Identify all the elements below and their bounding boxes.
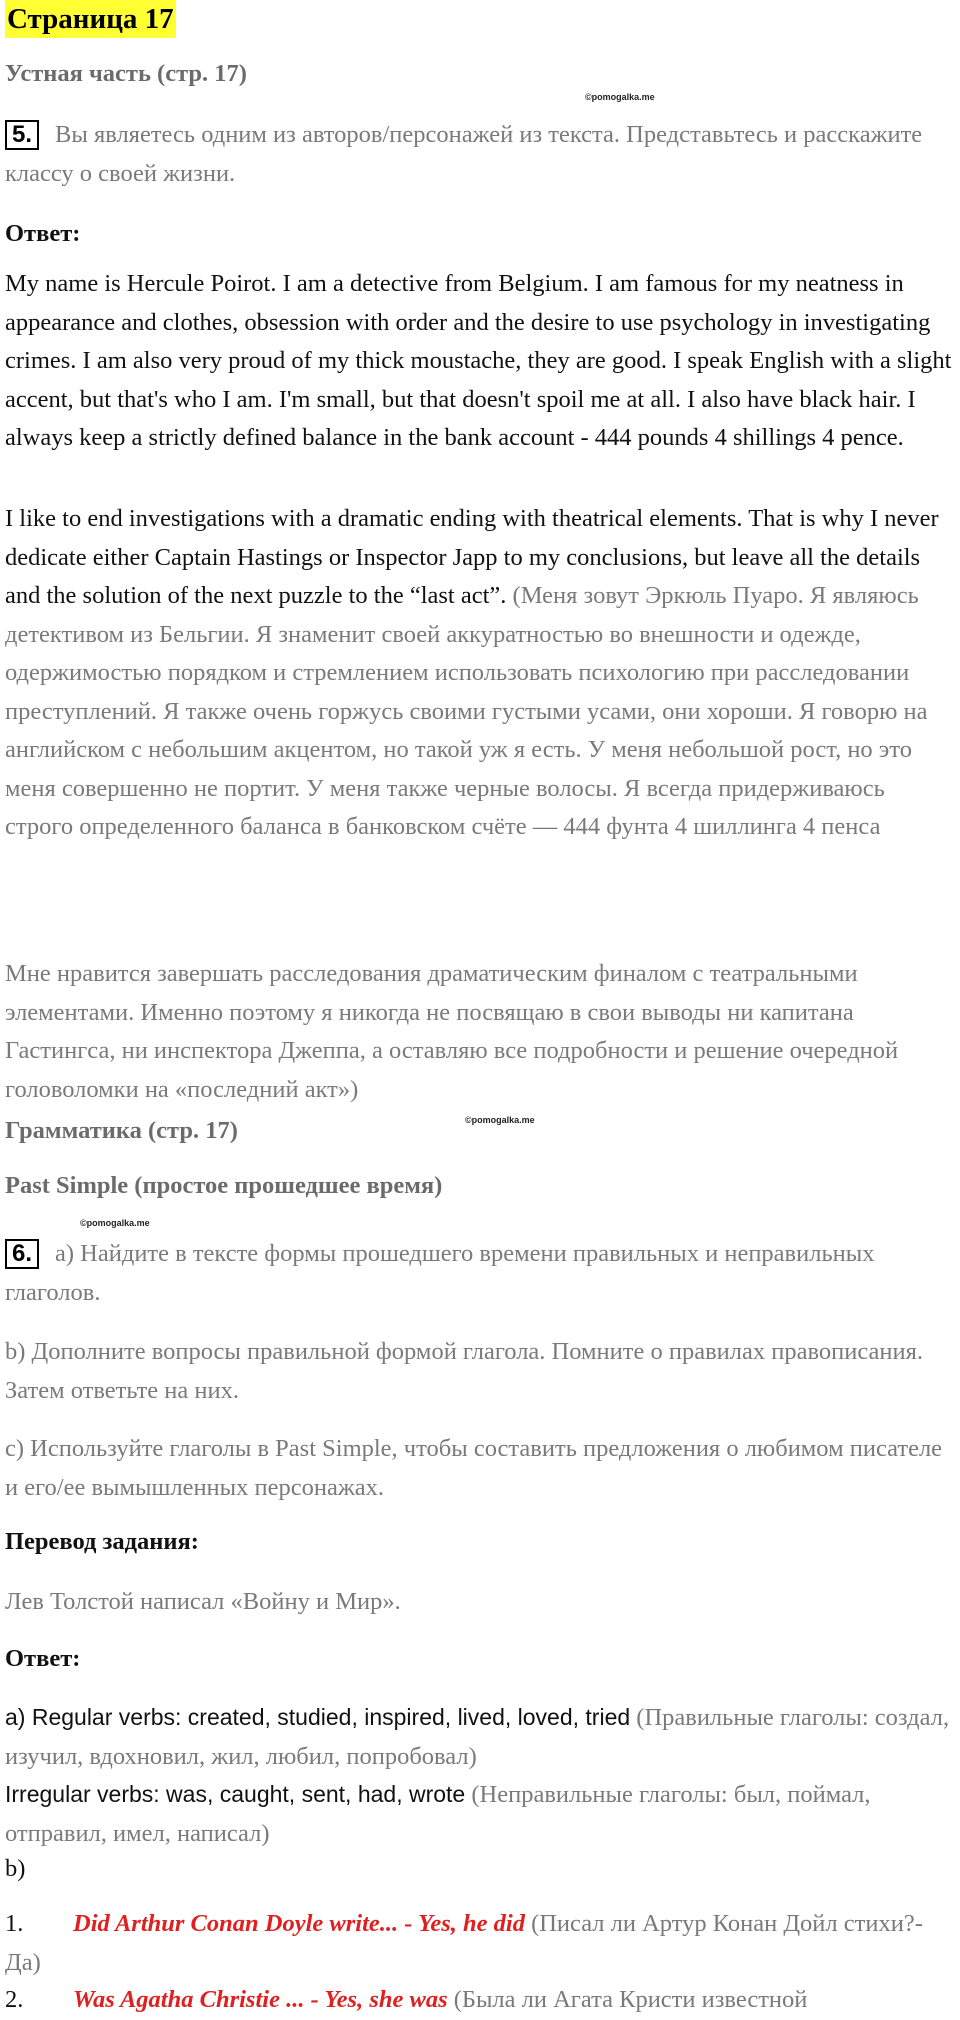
page-title-wrap [5,0,952,38]
answer-label-2: Ответ: [5,1645,81,1672]
watermark: ©pomogalka.me [585,92,655,102]
task-6c: c) Используйте глаголы в Past Simple, чтобы составить предложения о любимом писателе и его/ее вымышленных персонажах. [5,1435,943,1501]
translation-label: Перевод задания: [5,1528,199,1555]
task-number-6: 6. [5,1239,39,1269]
task-6a-text: a) Найдите в тексте формы прошедшего времени правильных и неправильных глаголов. [5,1240,875,1306]
regular-en: a) Regular verbs: created, studied, inspired, lived, loved, tried [5,1704,631,1730]
oral-heading: Устная часть (стр. 17) [5,60,247,87]
answer-label-1: Ответ: [5,220,81,247]
list-item-number: 1. [5,1910,24,1937]
translation-text: Лев Толстой написал «Войну и Мир». [5,1588,401,1615]
task-5 [5,116,952,193]
task-6b: b) Дополните вопросы правильной формой глагола. Помните о правилах правописания. Затем ответьте на них. [5,1338,923,1404]
page-title: Страница 17 [5,0,176,38]
irregular-ru: (Неправильные глаголы: был, поймал, отправил, имел, написал) [5,1781,871,1847]
list-item-answer: Was Agatha Christie ... - Yes, she was [73,1986,448,2013]
task-number-5: 5. [5,120,39,150]
list-item [5,1905,952,1982]
task-5-text: Вы являетесь одним из авторов/персонажей из текста. Представьтесь и расскажите классу о своей жизни. [5,121,923,187]
list-item-answer: Did Arthur Conan Doyle write... - Yes, he did [73,1910,525,1937]
task-6a [5,1235,952,1312]
list-item-translation: (Была ли Агата Кристи известной [453,1986,808,2013]
list-item [5,1981,952,2020]
irregular-en: Irregular verbs: was, caught, sent, had, wrote [5,1781,466,1807]
answer-a-regular [5,1698,952,1776]
grammar-heading: Грамматика (стр. 17) [5,1117,238,1144]
b-label: b) [5,1855,26,1882]
grammar-subheading: Past Simple (простое прошедшее время) [5,1172,443,1199]
answer-a-irregular [5,1775,952,1853]
watermark-2: ©pomogalka.me [465,1115,535,1125]
answer-en-1: My name is Hercule Poirot. I am a detective from Belgium. I am famous for my neatness in appearance and clothes, obsession with order and the desire to use psychology in investigating crimes. I am also very proud of my thick moustache, they are good. I speak English with a slight accent, but that's who I am. I'm small, but that doesn't spoil me at all. I also have black hair. I always keep a strictly defined balance in the bank account - 444 pounds 4 shillings 4 pence. [5,270,952,451]
list-item-number: 2. [5,1986,24,2013]
answer-ru-1: (Меня зовут Эркюль Пуаро. Я являюсь детективом из Бельгии. Я знаменит своей аккуратностью во внешности и одежде, одержимостью порядком и стремлением использовать психологию при расследовании преступлений. Я также очень горжусь своими густыми усами, они хороши. Я говорю на английском с небольшим акцентом, но такой уж я есть. У меня небольшой рост, но это меня совершенно не портит. У меня также черные волосы. Я всегда придерживаюсь строго определенного баланса в банковском счёте — 444 фунта 4 шиллинга 4 пенса [5,582,928,840]
answer-ru-2: Мне нравится завершать расследования драматическим финалом с театральными элементами. Именно поэтому я никогда не посвящаю в свои выводы ни капитана Гастингса, ни инспектора Джеппа, а оставляю все подробности и решение очередной головоломки на «последний акт») [5,960,899,1103]
answer-en-2-text: I like to end investigations with a dramatic ending with theatrical elements. That is why I never dedicate either Captain Hastings or Inspector Japp to my conclusions, but leave all the details and the solution of the next puzzle to the “last act”. [5,505,939,609]
regular-ru: (Правильные глаголы: создал, изучил, вдохновил, жил, любил, попробовал) [5,1704,950,1770]
answer-en-2 [5,500,952,847]
list-item-translation: (Писал ли Артур Конан Дойл стихи?-Да) [5,1910,923,1976]
watermark-3: ©pomogalka.me [80,1218,150,1228]
